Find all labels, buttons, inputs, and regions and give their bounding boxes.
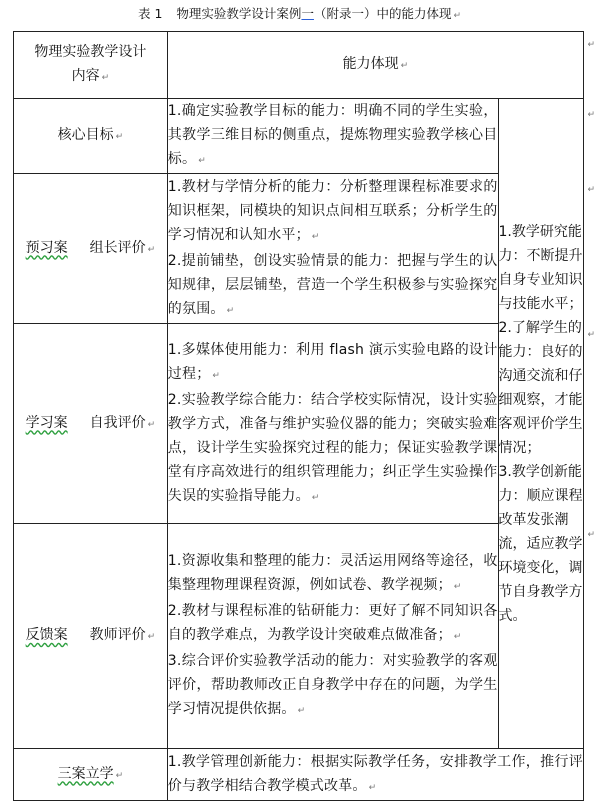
row-content-cell: [167, 749, 583, 801]
row-label-cell: 反馈案 教师评价 ↵: [14, 524, 168, 749]
row-label-b: 组长评价: [89, 239, 146, 256]
row-label-a: 预习案: [25, 239, 68, 256]
header-col2: 能力体现: [342, 56, 399, 72]
row-label-a: 学习案: [25, 414, 68, 431]
row-label-cell: 核心目标 ↵: [14, 99, 168, 174]
row-label-b: 自我评价: [89, 414, 146, 431]
caption-title-rest: （附录一）中的能力体现: [313, 6, 452, 21]
row-label-a: 反馈案: [25, 627, 68, 643]
row-label: 核心目标: [57, 127, 114, 143]
side-paragraph: 2.了解学生的能力：良好的沟通交流和仔细观察，才能客观评价学生情况；: [498, 319, 583, 456]
header-col1-line2: 内容: [71, 68, 100, 84]
header-col1-line2-wrap: 内容 ↵: [71, 68, 110, 84]
content-paragraph: 2.提前铺垫，创设实验情景的能力：把握与学生的认知规律，层层铺垫，营造一个学生积极参与实验探究的氛围。 ↵: [167, 252, 498, 317]
content-paragraph: 1.教学管理创新能力：根据实际教学任务，安排教学工作，推行评价与教学相结合教学模式改革。 ↵: [167, 753, 583, 794]
row-content-cell: [167, 524, 498, 749]
row-label-cell: 学习案 自我评价 ↵: [14, 324, 168, 524]
ability-table: [13, 31, 584, 801]
table-row: [14, 99, 584, 174]
content-paragraph: 1.确定实验教学目标的能力：明确不同的学生实验，其教学三维目标的侧重点，提炼物理实验教学核心目标。 ↵: [167, 103, 498, 167]
return-mark: ↵: [453, 11, 462, 21]
return-mark: ↵: [587, 40, 595, 50]
row-label: 三案立学: [57, 765, 114, 782]
caption-title-underlined: 一: [301, 6, 314, 21]
content-paragraph: 3.综合评价实验教学活动的能力：对实验教学的客观评价，帮助教师改正自身教学中存在的问题，为学生学习情况提供依据。 ↵: [167, 653, 498, 717]
table-row: [14, 749, 584, 801]
table-caption: [0, 6, 599, 24]
content-paragraph: 2.实验教学综合能力：结合学校实际情况，设计实验教学方式，准备与维护实验仪器的能力；突破实验难点，设计学生实验探究过程的能力；保证实验教学课堂有序高效进行的组织管理能力；纠正学生实验操作失误的实验指导能力。 ↵: [167, 391, 498, 504]
table-header-row: [14, 32, 584, 99]
row-content-cell: [167, 174, 498, 324]
return-mark: ↵: [587, 185, 595, 195]
side-paragraph: 1.教学研究能力：不断提升自身专业知识与技能水平；: [498, 223, 583, 312]
header-content-cell: [14, 32, 168, 99]
side-summary-cell: [498, 99, 583, 749]
return-mark: ↵: [587, 330, 595, 340]
return-mark: ↵: [587, 110, 595, 120]
row-content-cell: [167, 324, 498, 524]
content-paragraph: 2.教材与课程标准的钻研能力：更好了解不同知识各自的教学难点，为教学设计突破难点做准备； ↵: [167, 603, 498, 643]
row-label-b: 教师评价: [89, 627, 146, 643]
caption-title-main: 物理实验教学设计案例: [176, 6, 302, 21]
row-content-cell: [167, 99, 498, 174]
content-paragraph: 1.教材与学情分析的能力：分析整理课程标准要求的知识框架，同模块的知识点间相互联系；分析学生的学习情况和认知水平； ↵: [167, 178, 498, 243]
header-col1-line1: 物理实验教学设计: [34, 44, 147, 60]
content-paragraph: 1.多媒体使用能力：利用 flash 演示实验电路的设计过程； ↵: [167, 341, 498, 382]
return-mark: ↵: [587, 530, 595, 540]
side-paragraph: 3.教学创新能力：顺应课程改革发张潮流，适应教学环境变化，调节自身教学方式。: [498, 463, 583, 624]
row-label-cell: 三案立学 ↵: [14, 749, 168, 801]
caption-label: 表 1: [137, 6, 163, 21]
content-paragraph: 1.资源收集和整理的能力：灵活运用网络等途径，收集整理物理课程资源，例如试卷、教学视频； ↵: [167, 553, 498, 593]
row-label-cell: 预习案 组长评价 ↵: [14, 174, 168, 324]
header-ability-cell: 能力体现 ↵: [167, 32, 583, 99]
